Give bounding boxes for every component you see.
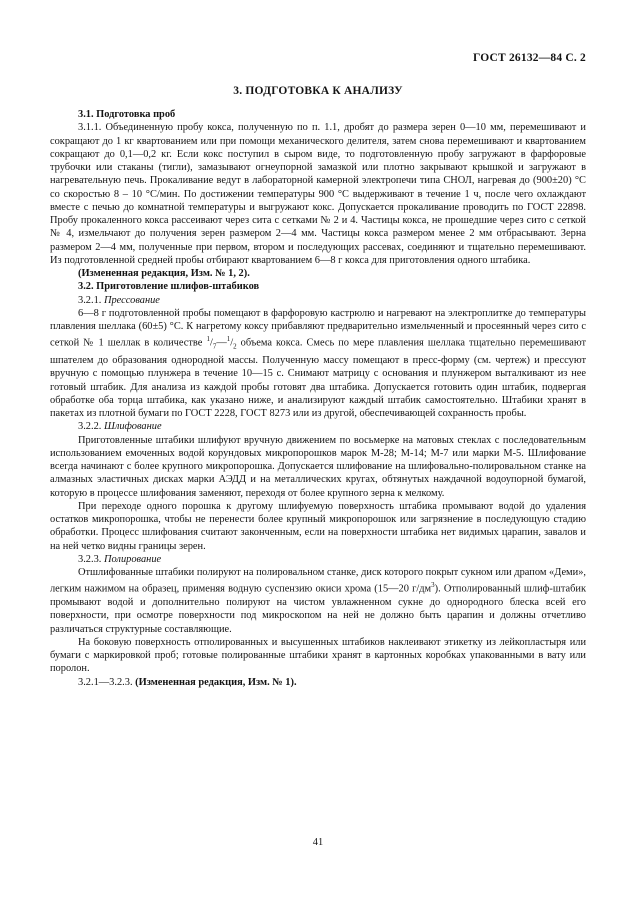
document-body [50, 108, 586, 689]
paragraph-3-2-2-b: При переходе одного порошка к другому шлифуемую поверхность штабика промывают водой до удаления остатков микропорошка, чтобы не перенести более крупный микропорошок или загрязнение в последующую стадию обработки. Процесс шлифования считают законченным, если на поверхности штабика нет видимых царапин, завалов и на ней четко видны границы зерен. [50, 500, 586, 552]
paragraph-3-2-3-b: На боковую поверхность отполированных и высушенных штабиков наклеивают этикетку из лейкопластыря или бумаги с маркировкой проб; готовые полированные штабики хранят в картонных коробках упакованными в вату или поролон. [50, 636, 586, 675]
revision-note-1: (Измененная редакция, Изм. № 1, 2). [78, 268, 250, 279]
fraction-numerator: 1 [206, 335, 210, 344]
section-title: 3. ПОДГОТОВКА К АНАЛИЗУ [233, 85, 403, 97]
paragraph-3-2-3 [50, 566, 586, 636]
subsection-heading-3-2: 3.2. Приготовление шлифов-штабиков [78, 281, 260, 293]
item-heading-3-2-2 [50, 420, 586, 433]
paragraph-text: ). Отполированный шлиф-штабик промывают водой и дополнительно полируют на чистом увлажненном сукне до однородного блеска всей его поверхности, при осмотре поверхности под микроскопом на ней не должно быть царапин и должны отчетливо различаться структурные составляющие. [50, 583, 586, 635]
item-title: Прессование [103, 294, 160, 306]
item-title: Полирование [103, 553, 162, 565]
paragraph-text: объема кокса. Смесь по мере плавления шеллака тщательно перемешивают шпателем до образования однородной массы. Полученную массу помещают в пресс-форму (см. чертеж) и прессуют вручную с помощью плунжера в течение 10—15 с. Снимают матрицу с основания и плунжером выталкивают из нее готовый штабик. Для анализа из каждой пробы готовят два штабика. Допускается готовить один штабик, подвергая обработке оба торца штабика, как указано ниже, и анализируют каждый штабик самостоятельно. Штабики хранят в пакетах из плотной бумаги по ГОСТ 2228, ГОСТ 8273 или из другой, обеспечивающей сохранность пробы. [50, 337, 586, 420]
item-number: 3.2.2. [78, 421, 104, 433]
item-number: 3.2.1—3.2.3. [78, 676, 136, 688]
subsection-heading-3-1: 3.1. Подготовка проб [78, 109, 176, 120]
fraction-denominator: 2 [233, 342, 237, 351]
item-number: 3.2.1. [78, 294, 104, 306]
superscript: 3 [431, 581, 435, 590]
paragraph-3-1-1: 3.1.1. Объединенную пробу кокса, полученную по п. 1.1, дробят до размера зерен 0—10 мм, перемешивают и сокращают до 1 кг квартованием или при помощи механического делителя, затем снова перемешивают и квартованием сокращают до 0,1—0,2 кг. Если кокс поступил в сыром виде, то подготовленную пробу загружают в фарфоровые трубочки или стаканы (тигли), замазывают огнеупорной замазкой или плотно закрывают крышкой и загружают в нагревательную печь. Прокаливание ведут в лабораторной камерной электропечи типа СНОЛ, нагревая до (900±20) °С со скоростью 8 – 10 °С/мин. По достижении температуры 900 °С выдерживают в течение 1 ч, после чего охлаждают вместе с печью до комнатной температуры и выгружают кокс. Допускается прокаливание проводить по ГОСТ 22898. Пробу прокаленного кокса рассеивают через сита с сетками № 2 и 4. Частицы кокса, не прошедшие через сито с сеткой № 4, измельчают до получения зерен размером 2—4 мм. Частицы кокса размером менее 2 мм отбрасывают. Зерна размером 2—4 мм, полученные при первом, втором и последующих рассевах, соединяют и тщательно перемешивают. Из подготовленной средней пробы отбирают квартованием 6—8 г кокса для приготовления одного штабика. [50, 122, 586, 266]
page-number: 41 [312, 837, 324, 848]
paragraph-3-2-1: 6—8 г подготовленной пробы помещают в фарфоровую кастрюлю и нагревают на электроплитке до температуры плавления шеллака (60±5) °С. К нагретому коксу прибавляют предварительно измельченный и просеянный через сито с сеткой № 1 шеллак в количестве $^1/_7—^1/_2$ объема кокса. Смесь по мере плавления шеллака тщательно перемешивают шпателем до образования однородной массы. Полученную массу помещают в пресс-форму (см. чертеж) и прессуют вручную с помощью плунжера в течение 10—15 с. Снимают матрицу с основания и плунжером выталкивают из нее готовый штабик. Для анализа из каждой пробы готовят два штабика. Допускается готовить один штабик, подвергая обработке оба торца штабика, как указано ниже, и анализируют каждый штабик самостоятельно. Штабики хранят в пакетах из плотной бумаги по ГОСТ 2228, ГОСТ 8273 или из другой, обеспечивающей сохранность пробы. [50, 307, 586, 420]
item-heading-3-2-1 [50, 294, 586, 307]
revision-note-2 [50, 676, 586, 689]
paragraph-text: 6—8 г подготовленной пробы помещают в фарфоровую кастрюлю и нагревают на электроплитке до температуры плавления шеллака (60±5) °С. К нагретому коксу прибавляют предварительно измельченный и просеянный через сито с сеткой № 1 шеллак в количестве [50, 307, 586, 349]
item-number: 3.2.3. [78, 553, 104, 565]
paragraph-text: Отшлифованные штабики полируют на полировальном станке, диск которого покрыт сукном или драпом «Деми», легким нажимом на образец, применяя водную суспензию окиси хрома (15—20 г/дм [50, 567, 586, 595]
fraction-numerator: 1 [226, 335, 231, 344]
fraction-dash: — [216, 337, 227, 349]
item-title: Шлифование [103, 421, 162, 433]
revision-text: (Измененная редакция, Изм. № 1). [135, 676, 297, 688]
page-header-standard: ГОСТ 26132—84 С. 2 [473, 52, 586, 64]
item-heading-3-2-3 [50, 553, 586, 566]
fraction-denominator: 7 [212, 342, 217, 351]
paragraph-3-2-2: Приготовленные штабики шлифуют вручную движением по восьмерке на матовых стеклах с последовательным использованием емоченных водой корундовых микропорошков марок М-28; М-14; М-7 или марки М-5. Шлифование всегда начинают с более крупного микропорошка. Допускается шлифование на шлифовально-полировальном станке на алмазных эластичных дисках марки АЭДД и на металлических кругах, обтянутых наждачной водоупорной бумагой, которую в процессе шлифования заменяют, переходя от более крупного зерна к мелкому. [50, 434, 586, 499]
